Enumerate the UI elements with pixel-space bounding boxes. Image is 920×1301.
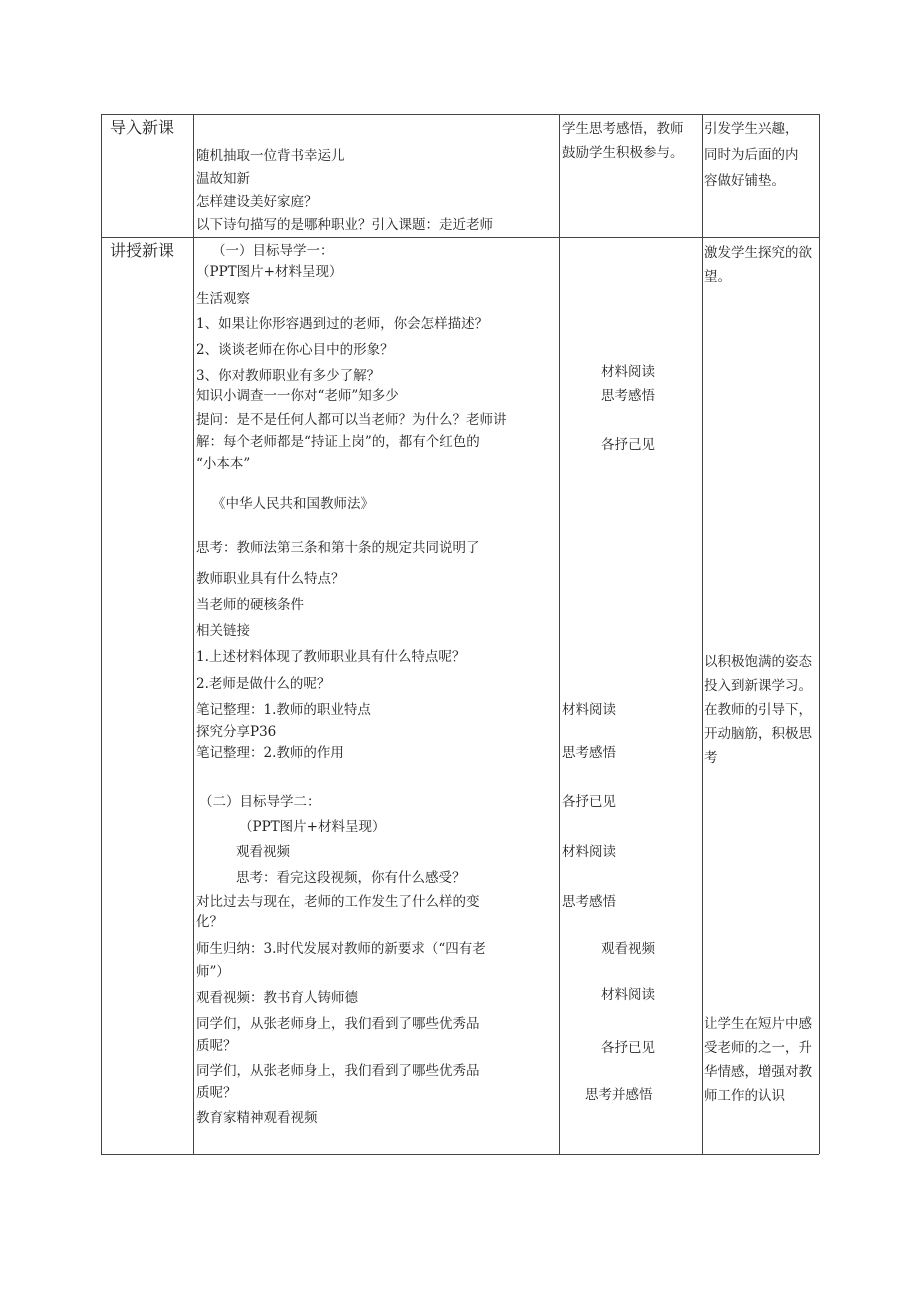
teach-activity: 材料阅读 xyxy=(562,844,616,860)
table-right-border xyxy=(819,114,820,1154)
table-top-border xyxy=(101,114,819,115)
teach-line: 笔记整理：2.教师的作用 xyxy=(196,745,344,761)
column-divider-3 xyxy=(702,114,703,1154)
teach-line: 3、你对教师职业有多少了解？ xyxy=(196,368,381,384)
intro-line: 怎样建设美好家庭？ xyxy=(196,194,318,210)
teach-activity: 各抒已见 xyxy=(562,794,616,810)
teach-line: “小本本” xyxy=(196,456,251,472)
column-divider-1 xyxy=(193,114,194,1154)
teach-line: 当老师的硬核条件 xyxy=(196,597,304,613)
teach-line: 质呢？ xyxy=(196,1038,237,1054)
teach-line: 思考：看完这段视频，你有什么感受？ xyxy=(236,870,466,886)
teach-line: 观看视频 xyxy=(236,844,290,860)
column-divider-2 xyxy=(559,114,560,1154)
teach-activity: 各抒己见 xyxy=(601,437,655,453)
teach-line: 师生归纳：3.时代发展对教师的新要求（“四有老 xyxy=(196,941,486,957)
teach-line: 知识小调查一一你对“老师”知多少 xyxy=(196,388,399,404)
table-bottom-border xyxy=(101,1154,819,1155)
teach-activity: 各抒已见 xyxy=(601,1040,655,1056)
row-title-teach: 讲授新课 xyxy=(110,241,175,260)
teach-activity: 思考感悟 xyxy=(562,745,616,761)
teach-activity: 思考感悟 xyxy=(601,388,655,404)
teach-line: 解：每个老师都是“持证上岗”的，都有个红色的 xyxy=(196,434,480,450)
teach-line: 相关链接 xyxy=(196,623,250,639)
teach-line: 观看视频：教书育人铸师德 xyxy=(196,990,358,1006)
row-divider xyxy=(101,237,819,238)
teach-line: （PPT图片+材料呈现） xyxy=(196,264,343,280)
teach-activity: 观看视频 xyxy=(601,941,655,957)
teach-line: 教师职业具有什么特点？ xyxy=(196,571,345,587)
teach-line: （PPT图片+材料呈现） xyxy=(239,819,386,835)
teach-intent: 让学生在短片中感受老师的之一，升华情感，增强对教师工作的认识 xyxy=(704,1016,812,1104)
teach-line: 师”） xyxy=(196,964,230,980)
teach-line: 2.老师是做什么的呢？ xyxy=(196,676,331,692)
teach-line: （一）目标导学一： xyxy=(212,243,334,259)
intro-line: 温故知新 xyxy=(196,171,250,187)
teach-line: 同学们，从张老师身上，我们看到了哪些优秀品 xyxy=(196,1063,480,1079)
teach-line: 1、如果让你形容遇到过的老师，你会怎样描述？ xyxy=(196,316,489,332)
teach-line: 1.上述材料体现了教师职业具有什么特点呢？ xyxy=(196,649,466,665)
table-left-border xyxy=(101,114,102,1154)
teach-line: 质呢？ xyxy=(196,1085,237,1101)
teach-line: 探究分享P36 xyxy=(196,724,277,740)
intro-activity-line: 鼓励学生积极参与。 xyxy=(562,145,684,161)
teach-line: 生活观察 xyxy=(196,291,250,307)
teach-intent: 激发学生探究的欲望。 xyxy=(704,245,812,285)
teach-line: 《中华人民共和国教师法》 xyxy=(212,496,374,512)
intro-line: 随机抽取一位背书幸运儿 xyxy=(196,148,345,164)
teach-line: 化？ xyxy=(196,914,223,930)
row-title-intro: 导入新课 xyxy=(110,118,175,137)
teach-intent: 以积极饱满的姿态投入到新课学习。在教师的引导下，开动脑筋，积极思考 xyxy=(704,654,812,766)
teach-line: （二）目标导学二： xyxy=(199,794,321,810)
teach-activity: 材料阅读 xyxy=(601,987,655,1003)
intro-intent-line: 引发学生兴趣， xyxy=(704,121,799,137)
intro-activity-line: 学生思考感悟，教师 xyxy=(562,121,684,137)
intro-intent-line: 容做好铺垫。 xyxy=(704,173,785,189)
teach-activity: 思考并感悟 xyxy=(585,1087,653,1103)
teach-line: 笔记整理：1.教师的职业特点 xyxy=(196,702,371,718)
teach-activity: 材料阅读 xyxy=(601,364,655,380)
teach-line: 提问：是不是任何人都可以当老师？为什么？老师讲 xyxy=(196,412,507,428)
teach-line: 思考：教师法第三条和第十条的规定共同说明了 xyxy=(196,540,480,556)
teach-line: 同学们，从张老师身上，我们看到了哪些优秀品 xyxy=(196,1016,480,1032)
teach-line: 2、谈谈老师在你心目中的形象？ xyxy=(196,342,394,358)
intro-intent-line: 同时为后面的内 xyxy=(704,147,799,163)
teach-activity: 思考感悟 xyxy=(562,894,616,910)
teach-line: 对比过去与现在，老师的工作发生了什么样的变 xyxy=(196,894,480,910)
intro-line: 以下诗句描写的是哪种职业？引入课题：走近老师 xyxy=(196,217,493,233)
teach-activity: 材料阅读 xyxy=(562,702,616,718)
teach-line: 教育家精神观看视频 xyxy=(196,1110,318,1126)
